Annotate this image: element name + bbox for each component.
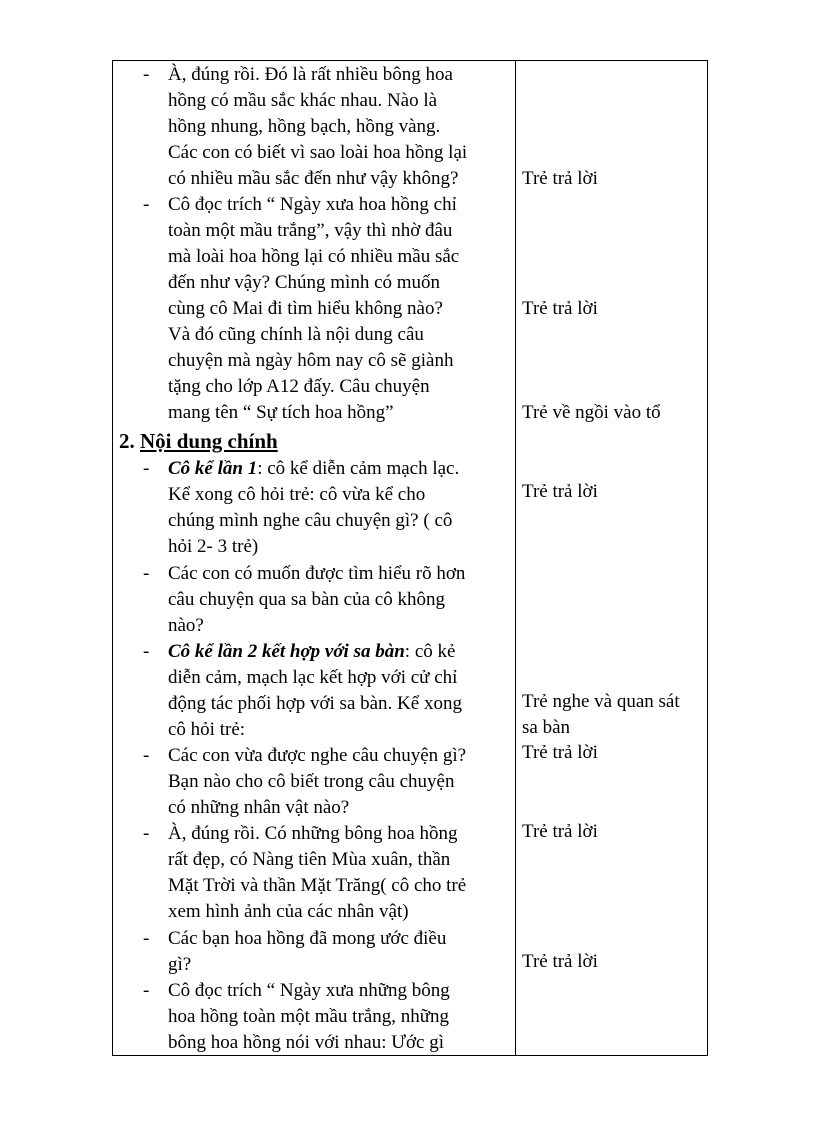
text-line: Các con có biết vì sao loài hoa hồng lại xyxy=(168,142,468,163)
response-text: sa bàn xyxy=(522,717,571,738)
text-line: cùng cô Mai đi tìm hiểu không nào? xyxy=(168,298,443,319)
text-line: mà loài hoa hồng lại có nhiều mầu sắc xyxy=(168,246,460,267)
text-line: hồng nhung, hồng bạch, hồng vàng. xyxy=(168,116,441,137)
text-line: diễn cảm, mạch lạc kết hợp với cử chỉ xyxy=(168,667,458,688)
bullet-dash: - xyxy=(143,823,150,844)
bullet-dash: - xyxy=(143,641,150,662)
text-line: Cô đọc trích “ Ngày xưa những bông xyxy=(168,980,450,1001)
text-line: rất đẹp, có Nàng tiên Mùa xuân, thần xyxy=(168,849,451,870)
response-text: Trẻ trả lời xyxy=(522,951,598,972)
bold-lead: Cô kể lần 2 kết hợp với sa bàn xyxy=(168,641,405,662)
bold-lead: Cô kể lần 1 xyxy=(168,458,258,479)
section-title: Nội dung chính xyxy=(140,429,278,453)
bullet-dash: - xyxy=(143,563,150,584)
text-line: gì? xyxy=(168,954,192,975)
response-text: Trẻ về ngồi vào tổ xyxy=(522,402,661,423)
response-text: Trẻ trả lời xyxy=(522,742,598,763)
text-line xyxy=(168,639,455,665)
text-line: À, đúng rồi. Có những bông hoa hồng xyxy=(168,823,458,844)
text-line: cô hỏi trẻ: xyxy=(168,719,246,740)
response-text: Trẻ trả lời xyxy=(522,821,598,842)
response-text: Trẻ trả lời xyxy=(522,481,598,502)
response-text: Trẻ nghe và quan sát xyxy=(522,691,680,712)
text-line: chuyện mà ngày hôm nay cô sẽ giành xyxy=(168,350,454,371)
text-line: Các con vừa được nghe câu chuyện gì? xyxy=(168,745,467,766)
section-heading xyxy=(119,427,278,455)
line-rest: : cô kể diễn cảm mạch lạc. xyxy=(257,458,460,479)
text-line: hồng có mầu sắc khác nhau. Nào là xyxy=(168,90,438,111)
line-rest: : cô kẻ xyxy=(404,641,456,662)
text-line: bông hoa hồng nói với nhau: Ước gì xyxy=(168,1032,445,1053)
text-line: Các con có muốn được tìm hiểu rõ hơn xyxy=(168,563,466,584)
text-line: hỏi 2- 3 trẻ) xyxy=(168,536,259,557)
text-line xyxy=(168,456,459,482)
bullet-dash: - xyxy=(143,194,150,215)
text-line: tặng cho lớp A12 đấy. Câu chuyện xyxy=(168,376,430,397)
text-line: nào? xyxy=(168,615,204,636)
text-line: Kể xong cô hỏi trẻ: cô vừa kể cho xyxy=(168,484,426,505)
text-line: động tác phối hợp với sa bàn. Kể xong xyxy=(168,693,462,714)
text-line: toàn một mầu trắng”, vậy thì nhờ đâu xyxy=(168,220,453,241)
text-line: À, đúng rồi. Đó là rất nhiều bông hoa xyxy=(168,64,453,85)
text-line: có những nhân vật nào? xyxy=(168,797,350,818)
text-line: Các bạn hoa hồng đã mong ước điều xyxy=(168,928,447,949)
text-line: chúng mình nghe câu chuyện gì? ( cô xyxy=(168,510,453,531)
response-text: Trẻ trả lời xyxy=(522,168,598,189)
text-line: Mặt Trời và thần Mặt Trăng( cô cho trẻ xyxy=(168,875,467,896)
text-line: đến như vậy? Chúng mình có muốn xyxy=(168,272,441,293)
section-number: 2. xyxy=(119,429,135,453)
text-line: xem hình ảnh của các nhân vật) xyxy=(168,901,409,922)
response-text: Trẻ trả lời xyxy=(522,298,598,319)
bullet-dash: - xyxy=(143,928,150,949)
text-line: Bạn nào cho cô biết trong câu chuyện xyxy=(168,771,455,792)
text-line: hoa hồng toàn một mầu trắng, những xyxy=(168,1006,450,1027)
text-line: Và đó cũng chính là nội dung câu xyxy=(168,324,424,345)
bullet-dash: - xyxy=(143,980,150,1001)
bullet-dash: - xyxy=(143,745,150,766)
bullet-dash: - xyxy=(143,458,150,479)
text-line: mang tên “ Sự tích hoa hồng” xyxy=(168,402,394,423)
text-line: có nhiều mầu sắc đến như vậy không? xyxy=(168,168,459,189)
bullet-dash: - xyxy=(143,64,150,85)
text-line: Cô đọc trích “ Ngày xưa hoa hồng chỉ xyxy=(168,194,457,215)
column-divider xyxy=(515,61,516,1055)
text-line: câu chuyện qua sa bàn của cô không xyxy=(168,589,445,610)
